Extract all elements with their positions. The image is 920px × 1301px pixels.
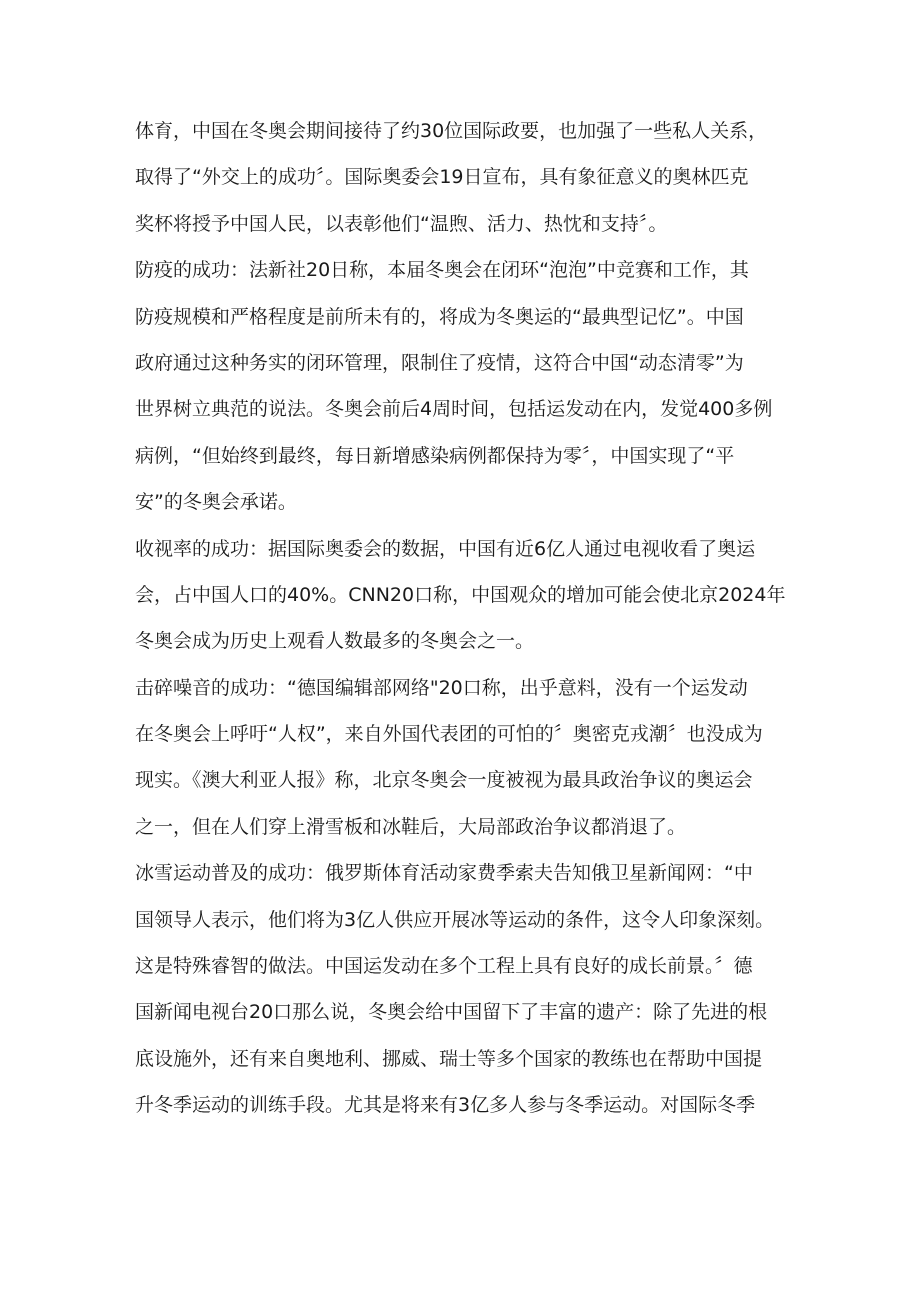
text-line: 冬奥会成为历史上观看人数最多的冬奥会之一。 bbox=[135, 630, 535, 653]
text-line: 之一，但在人们穿上滑雪板和冰鞋后，大局部政治争议都消退了。 bbox=[135, 815, 687, 838]
text-line: 取得了“外交上的成功〞。国际奥委会19日宣布，具有象征意义的奥林匹克 bbox=[135, 166, 749, 189]
text-line: 在冬奥会上呼吁“人权”，来自外国代表团的可怕的〞奥密克戎潮〞也没成为 bbox=[135, 723, 763, 746]
text-line: 国新闻电视台20口那么说，冬奥会给中国留下了丰富的遗产：除了先进的根 bbox=[135, 1001, 768, 1024]
text-line: 防疫规模和严格程度是前所未有的，将成为冬奥运的“最典型记忆”。中国 bbox=[135, 305, 744, 328]
text-line: 奖杯将授予中国人民，以表彰他们“温煦、活力、热忱和支持〞。 bbox=[135, 212, 668, 235]
text-line: 防疫的成功：法新社20日称，本届冬奥会在闭环“泡泡”中竞赛和工作，其 bbox=[135, 259, 749, 282]
text-line: 安”的冬奥会承诺。 bbox=[135, 491, 297, 514]
text-line: 底设施外，还有来自奥地利、挪威、瑞士等多个国家的教练也在帮助中国提 bbox=[135, 1047, 763, 1070]
text-line: 这是特殊睿智的做法。中国运发动在多个工程上具有良好的成长前景。〞德 bbox=[135, 955, 753, 978]
text-line: 击碎噪音的成功：“德国编辑部网络"20口称，出乎意料，没有一个运发动 bbox=[135, 676, 748, 699]
text-line: 病例，“但始终到最终，每日新增感染病例都保持为零〞，中国实现了“平 bbox=[135, 444, 735, 467]
text-line: 升冬季运动的训练手段。尤其是将来有3亿多人参与冬季运动。对国际冬季 bbox=[135, 1094, 756, 1117]
text-line: 冰雪运动普及的成功：俄罗斯体育活动家费季索夫告知俄卫星新闻网：“中 bbox=[135, 862, 753, 885]
text-line: 会，占中国人口的40%。CNN20口称，中国观众的增加可能会使北京2024年 bbox=[135, 583, 786, 606]
text-line: 收视率的成功：据国际奥委会的数据，中国有近6亿人通过电视收看了奥运 bbox=[135, 537, 756, 560]
text-line: 体育，中国在冬奥会期间接待了约30位国际政要，也加强了一些私人关系， bbox=[135, 120, 768, 142]
text-line: 世界树立典范的说法。冬奥会前后4周时间，包括运发动在内，发觉400多例 bbox=[135, 398, 773, 421]
text-line: 现实。《澳大利亚人报》称，北京冬奥会一度被视为最具政治争议的奥运会 bbox=[135, 769, 753, 792]
article-body bbox=[135, 108, 805, 1129]
text-line: 国领导人表示，他们将为3亿人供应开展冰等运动的条件，这令人印象深刻。 bbox=[135, 908, 775, 931]
text-line: 政府通过这种务实的闭环管理，限制住了疫情，这符合中国“动态清零”为 bbox=[135, 351, 744, 374]
